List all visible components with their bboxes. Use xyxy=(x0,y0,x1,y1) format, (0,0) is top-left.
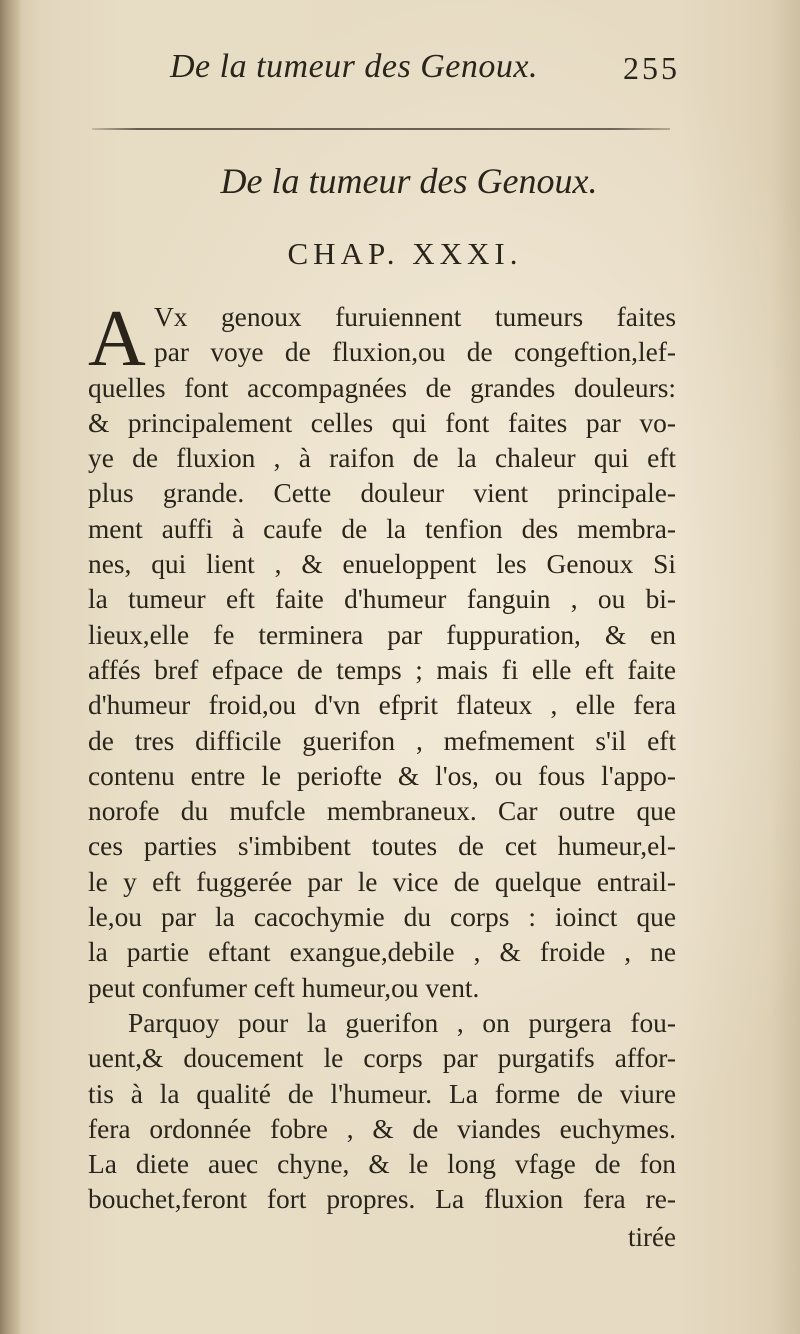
chapter-title: De la tumeur des Genoux. xyxy=(220,161,598,201)
text-line: uent,& doucement le corps par purgatifs affor- xyxy=(88,1043,676,1074)
text-line: quelles font accompagnées de grandes douleurs: xyxy=(88,372,676,403)
text-line: le,ou par la cacochymie du corps : ioinct que xyxy=(88,902,676,933)
text-line: contenu entre le periofte & l'os, ou fous l'appo- xyxy=(88,760,676,791)
catchword: tirée xyxy=(628,1222,676,1252)
text-line: ye de fluxion , à raifon de la chaleur qui eft xyxy=(88,443,676,474)
text-line: le y eft fuggerée par le vice de quelque entrail- xyxy=(88,866,676,897)
text-line: Parquoy pour la guerifon , on purgera fou- xyxy=(128,1007,676,1038)
text-line: affés bref efpace de temps ; mais fi elle eft faite xyxy=(88,654,676,685)
text-line: peut confumer ceft humeur,ou vent. xyxy=(88,972,480,1003)
running-title: De la tumeur des Genoux. xyxy=(170,48,538,85)
running-head xyxy=(170,48,690,98)
page-number: 255 xyxy=(623,50,680,86)
text-line: fera ordonnée fobre , & de viandes euchymes. xyxy=(88,1113,676,1144)
text-line: la partie eftant exangue,debile , & froide , ne xyxy=(88,937,676,968)
text-line: d'humeur froid,ou d'vn efprit flateux , elle fera xyxy=(88,690,676,721)
text-line: nes, qui lient , & enueloppent les Genoux Si xyxy=(88,549,676,580)
text-line: norofe du mufcle membraneux. Car outre que xyxy=(88,796,676,827)
text-line: de tres difficile guerifon , mefmement s'il eft xyxy=(88,725,676,756)
text-line: tis à la qualité de l'humeur. La forme de viure xyxy=(88,1078,676,1109)
text-line: Vx genoux furuiennent tumeurs faites xyxy=(154,302,676,332)
text-line: lieux,elle fe terminera par fuppuration, & en xyxy=(88,619,676,650)
header-rule xyxy=(92,128,670,130)
text-line: par voye de fluxion,ou de congeftion,lef- xyxy=(154,337,676,368)
text-line: bouchet,feront fort propres. La fluxion fera re- xyxy=(88,1184,676,1215)
text-line: La diete auec chyne, & le long vfage de fon xyxy=(88,1149,676,1180)
chapter-number: CHAP. XXXI. xyxy=(287,236,523,271)
text-line: ment auffi à caufe de la tenfion des membra- xyxy=(88,513,676,544)
drop-cap: A xyxy=(88,295,146,383)
text-line: ces parties s'imbibent toutes de cet humeur,el- xyxy=(88,831,676,862)
text-line: & principalement celles qui font faites par vo- xyxy=(88,407,676,438)
text-line: plus grande. Cette douleur vient principale- xyxy=(88,478,676,509)
body-text xyxy=(88,295,676,1218)
text-line: la tumeur eft faite d'humeur fanguin , ou bi- xyxy=(88,584,676,615)
